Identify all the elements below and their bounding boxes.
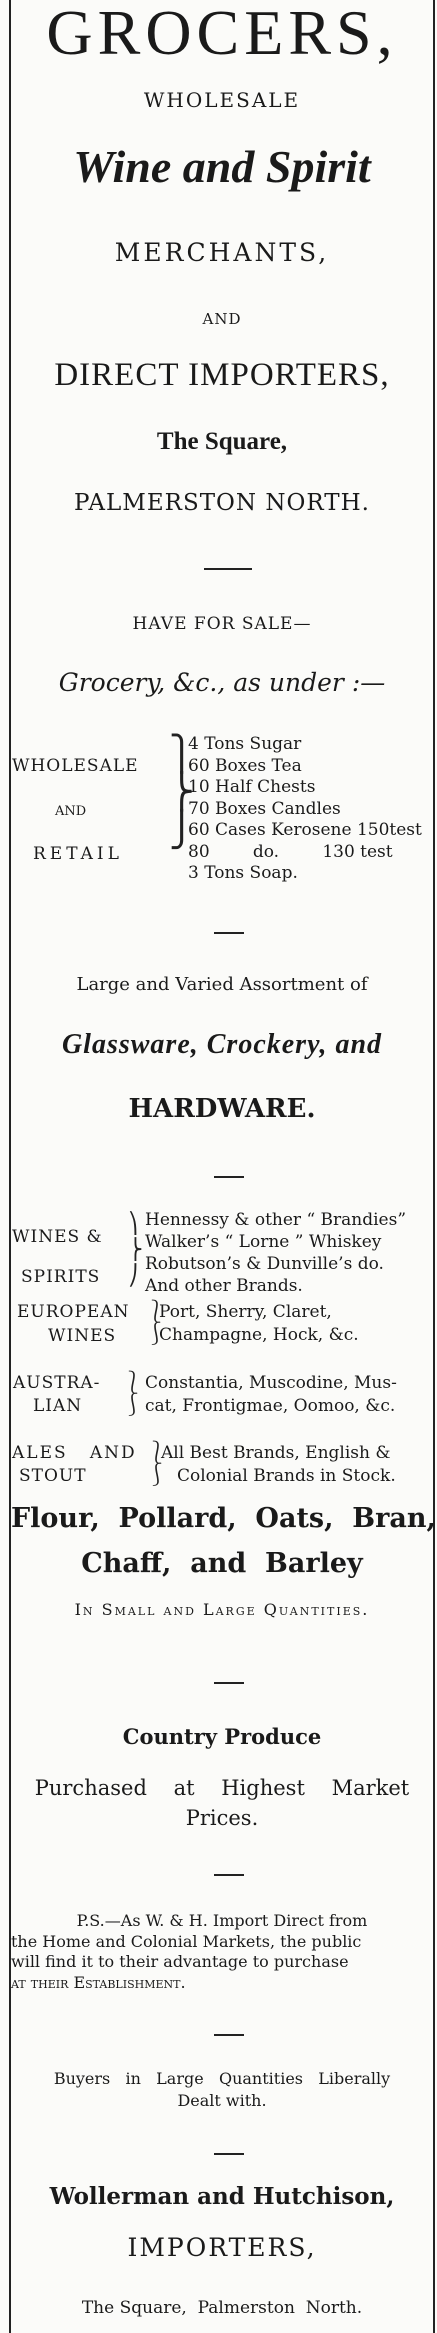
- ps-paragraph: [11, 1911, 433, 1993]
- wines-label-1: WINES &: [12, 1227, 103, 1247]
- european-line: Champagne, Hock, &c.: [159, 1325, 359, 1345]
- assortment-hardware: HARDWARE.: [128, 1094, 316, 1124]
- heading-merchants: MERCHANTS,: [114, 238, 330, 267]
- footer-address: The Square, Palmerston North.: [81, 2298, 363, 2318]
- sale-item: 80 do. 130 test: [188, 841, 393, 862]
- heading-grocers: GROCERS,: [46, 0, 398, 68]
- ales-lines: [161, 1442, 396, 1488]
- sale-label-and: AND: [55, 804, 87, 819]
- ales-line: Colonial Brands in Stock.: [177, 1466, 396, 1486]
- flour-line-2: Chaff, and Barley: [81, 1548, 363, 1579]
- buyers-line-1: Buyers in Large Quantities Liberally: [53, 2069, 391, 2088]
- sale-label-retail: RETAIL: [33, 844, 123, 864]
- european-label-1: EUROPEAN: [17, 1302, 130, 1322]
- australian-brace: ⎱ ⎰: [122, 1371, 145, 1418]
- sale-brace: ⎫ ⎬ ⎭: [169, 734, 195, 850]
- wines-line: And other Brands.: [145, 1276, 303, 1296]
- produce-line-1: Purchased at Highest Market: [34, 1776, 410, 1800]
- sale-item: 3 Tons Soap.: [188, 863, 298, 883]
- assortment-intro: Large and Varied Assortment of: [76, 974, 368, 995]
- divider: [214, 1682, 244, 1684]
- sale-label-wholesale: WHOLESALE: [12, 756, 139, 776]
- divider: [214, 2034, 244, 2036]
- heading-wine-spirit: Wine and Spirit: [73, 141, 371, 192]
- sale-heading: HAVE FOR SALE—: [132, 614, 312, 634]
- wines-line: Robutson’s & Dunville’s do.: [145, 1254, 384, 1274]
- ales-line: All Best Brands, English &: [161, 1443, 391, 1463]
- australian-line: cat, Frontigmae, Oomoo, &c.: [145, 1396, 396, 1416]
- flour-line-1: Flour, Pollard, Oats, Bran,: [11, 1503, 436, 1534]
- buyers-line-2: Dealt with.: [177, 2091, 267, 2110]
- sale-item: 4 Tons Sugar: [188, 734, 302, 754]
- divider: [214, 2153, 244, 2155]
- ps-line: the Home and Colonial Markets, the public: [11, 1931, 362, 1951]
- ales-brace: ⎱ ⎰: [146, 1441, 169, 1488]
- footer-firm: Wollerman and Hutchison,: [49, 2183, 395, 2210]
- wines-lines: [145, 1209, 406, 1297]
- produce-heading: Country Produce: [122, 1724, 322, 1749]
- ales-label-2: STOUT: [19, 1466, 87, 1486]
- ales-label-1: ALES AND: [12, 1443, 137, 1463]
- advertisement: [9, 0, 435, 2333]
- divider: [214, 1874, 244, 1876]
- ps-line: at their Establishment.: [11, 1972, 186, 1992]
- heading-town: PALMERSTON NORTH.: [74, 490, 370, 516]
- wines-line: Hennessy & other “ Brandies”: [145, 1210, 407, 1230]
- ps-line: will find it to their advantage to purchase: [11, 1952, 349, 1971]
- wines-line: Walker’s “ Lorne ” Whiskey: [145, 1232, 382, 1252]
- sale-item-list: [188, 734, 422, 885]
- australian-line: Constantia, Muscodine, Mus-: [145, 1373, 397, 1393]
- flour-quantities: In Small and Large Quantities.: [74, 1600, 370, 1619]
- divider: [214, 932, 244, 934]
- produce-line-2: Prices.: [185, 1806, 259, 1830]
- sale-item: 10 Half Chests: [188, 777, 316, 797]
- divider: [214, 1176, 244, 1178]
- australian-label-1: AUSTRA-: [13, 1373, 101, 1393]
- european-brace: ⎱ ⎰: [145, 1300, 168, 1347]
- footer-importers: IMPORTERS,: [127, 2233, 317, 2262]
- sale-item: 70 Boxes Candles: [188, 798, 341, 819]
- australian-label-2: LIAN: [33, 1396, 83, 1416]
- european-line: Port, Sherry, Claret,: [159, 1302, 332, 1322]
- australian-lines: [145, 1372, 397, 1418]
- divider: [204, 568, 252, 570]
- heading-direct-importers: DIRECT IMPORTERS,: [54, 357, 390, 393]
- ps-line: P.S.—As W. & H. Import Direct from: [76, 1911, 368, 1930]
- wines-label-2: SPIRITS: [21, 1267, 101, 1287]
- heading-and: AND: [202, 310, 242, 328]
- sale-item: 60 Boxes Tea: [188, 755, 302, 776]
- assortment-glassware: Glassware, Crockery, and: [61, 1029, 383, 1060]
- heading-wholesale: WHOLESALE: [143, 88, 301, 112]
- wines-brace: ⎞ ⎬ ⎠: [128, 1211, 143, 1287]
- heading-the-square: The Square,: [156, 428, 288, 455]
- sale-item: 60 Cases Kerosene 150test: [188, 820, 422, 840]
- european-lines: [159, 1301, 359, 1347]
- european-label-2: WINES: [48, 1326, 117, 1346]
- sale-grocery: Grocery, &c., as under :—: [58, 668, 386, 697]
